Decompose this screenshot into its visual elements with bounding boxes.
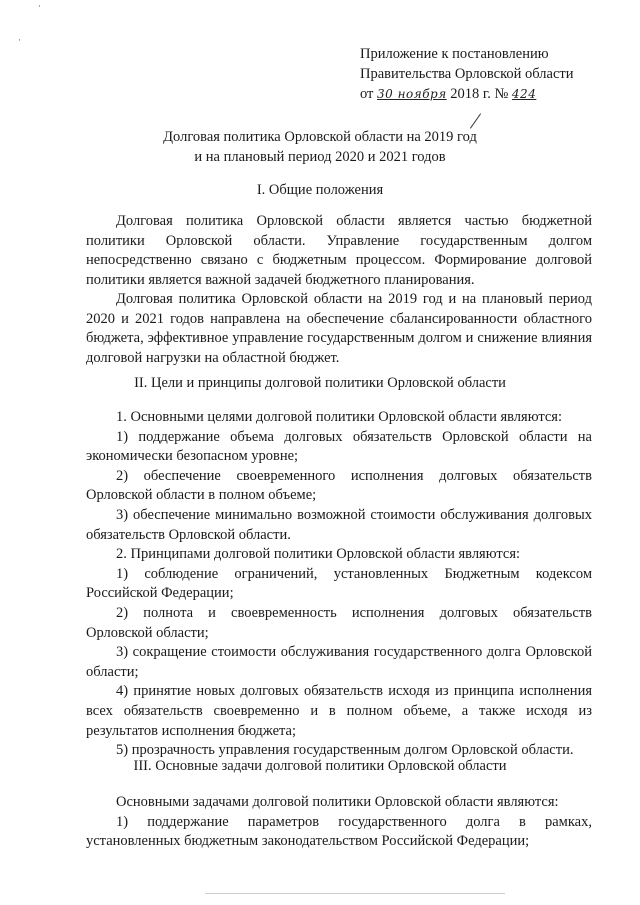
section-2-body — [86, 408, 592, 761]
section-1-paragraph-2: Долговая политика Орловской области на 2019 год и на плановый период 2020 и 2021 годов направлена на обеспечение сбалансированности областного бюджета, эффективное управление государственным долгом и снижение влияния долговой нагрузки на областной бюджет. — [86, 291, 592, 366]
approval-line-1: Приложение к постановлению — [360, 46, 549, 62]
principle-item: 4) принятие новых долговых обязательств исходя из принципа исполнения всех обязательств своевременно и в полном объеме, а также исходя из результатов исполнения бюджета; — [86, 683, 592, 739]
section-1-heading: I. Общие положения — [256, 182, 384, 198]
task-item: 1) поддержание параметров государственного долга в рамках, установленных бюджетным законодательством Российской Федерации; — [86, 813, 592, 850]
approval-date-line — [360, 84, 610, 104]
principles-intro: 2. Принципами долговой политики Орловской области являются: — [116, 546, 521, 563]
approval-date-prefix: от — [360, 86, 374, 102]
section-1-paragraph-1: Долговая политика Орловской области является частью бюджетной политики Орловской области. Управление государственным долгом непосредственно связано с бюджетным процессом. Формирование долговой политики является важной задачей бюджетного планирования. — [86, 213, 592, 288]
handwritten-date: 30 ноября — [377, 87, 447, 101]
approval-block — [360, 44, 610, 104]
approval-line-2: Правительства Орловской области — [360, 66, 574, 82]
section-3-heading: III. Основные задачи долговой политики Орловской области — [133, 758, 507, 774]
document-title — [0, 127, 640, 167]
principle-item: 5) прозрачность управления государственным долгом Орловской области. — [116, 742, 574, 759]
principle-item: 1) соблюдение ограничений, установленных Бюджетным кодексом Российской Федерации; — [86, 565, 592, 602]
principle-item: 2) полнота и своевременность исполнения долговых обязательств Орловской области; — [86, 604, 592, 641]
goal-item: 1) поддержание объема долговых обязательств Орловской области на экономически безопасном уровне; — [86, 428, 592, 465]
tasks-intro: Основными задачами долговой политики Орловской области являются: — [116, 794, 559, 810]
scan-mark-left: · — [18, 36, 21, 46]
title-line-1: Долговая политика Орловской области на 2019 год — [163, 129, 477, 145]
goal-item: 3) обеспечение минимально возможной стоимости обслуживания долговых обязательств Орловской области. — [86, 506, 592, 543]
title-line-2: и на плановый период 2020 и 2021 годов — [194, 149, 446, 165]
approval-year: 2018 г. № — [450, 86, 509, 102]
scan-mark-top: · — [38, 2, 41, 12]
goal-item: 2) обеспечение своевременного исполнения долговых обязательств Орловской области в полном объеме; — [86, 467, 592, 504]
goals-intro: 1. Основными целями долговой политики Орловской области являются: — [116, 409, 562, 425]
handwritten-number: 424 — [511, 87, 537, 101]
section-3-body — [86, 793, 592, 852]
principle-item: 3) сокращение стоимости обслуживания государственного долга Орловской области; — [86, 644, 592, 680]
page-bottom-rule — [205, 893, 505, 894]
section-2-heading: II. Цели и принципы долговой политики Орловской области — [134, 375, 506, 391]
